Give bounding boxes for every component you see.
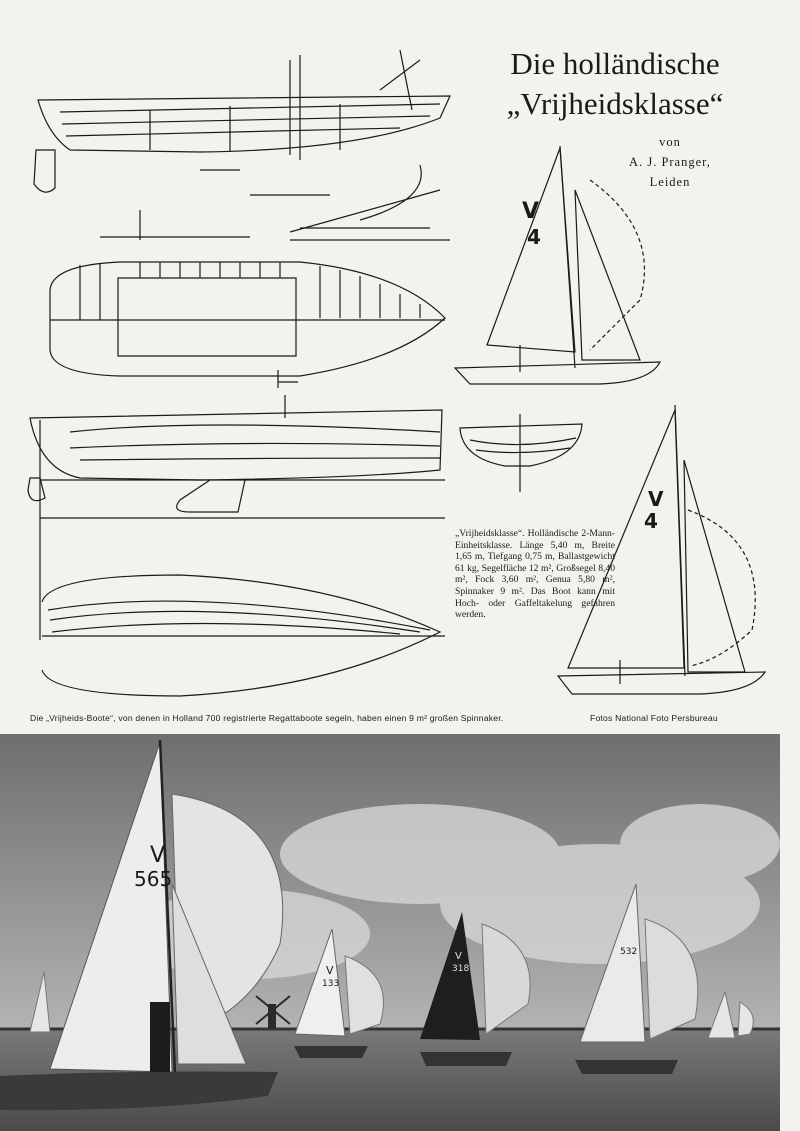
body-plan-drawing [460, 414, 582, 492]
boat2-sail-number: 133 [322, 979, 340, 989]
boat1-sail-number: 565 [134, 867, 173, 891]
rig2-sail-letter: V [648, 487, 664, 511]
byline-von: von [659, 135, 681, 149]
boat3-sail-letter: V [455, 951, 462, 962]
photo-credit: Fotos National Foto Persbureau [590, 713, 718, 723]
byline-author: A. J. Pranger, [629, 155, 711, 169]
rig1-sail-number: 4 [527, 225, 541, 249]
sail-plan-upper [455, 146, 660, 384]
rig1-sail-letter: V [522, 199, 540, 224]
rig2-sail-number: 4 [644, 509, 658, 533]
title-line-2: „Vrijheidsklasse“ [506, 86, 724, 121]
boat3-sail-number: 318 [452, 964, 470, 974]
lines-halfbreadth-drawing [42, 575, 445, 696]
plan-view-drawing [50, 262, 445, 388]
specs-paragraph: „Vrijheidsklasse“. Holländische 2-Mann-Einheitsklasse. Länge 5,40 m, Breite 1,65 m, Tiefgang 0,75 m, Ballastgewicht 61 kg, Segelfläche 12 m², Großsegel 8,40 m², Fock 3,60 m², Genua 5,80 m², Spinnaker 9 m². Das Boot kann mit Hoch- oder Gaffeltakelung gefahren werden. [455, 528, 615, 621]
photo-caption: Die „Vrijheids-Boote“, von denen in Holland 700 registrierte Regattaboote segeln, haben einen 9 m² großen Spinnaker. [30, 713, 504, 723]
boat4-sail-number: 532 [620, 947, 638, 957]
regatta-photo [0, 734, 780, 1131]
byline-location: Leiden [649, 175, 691, 189]
construction-profile-drawing [34, 50, 450, 240]
title-line-1: Die holländische [510, 46, 720, 81]
boat2-sail-letter: V [326, 964, 334, 977]
boat1-sail-letter: V [150, 843, 166, 868]
